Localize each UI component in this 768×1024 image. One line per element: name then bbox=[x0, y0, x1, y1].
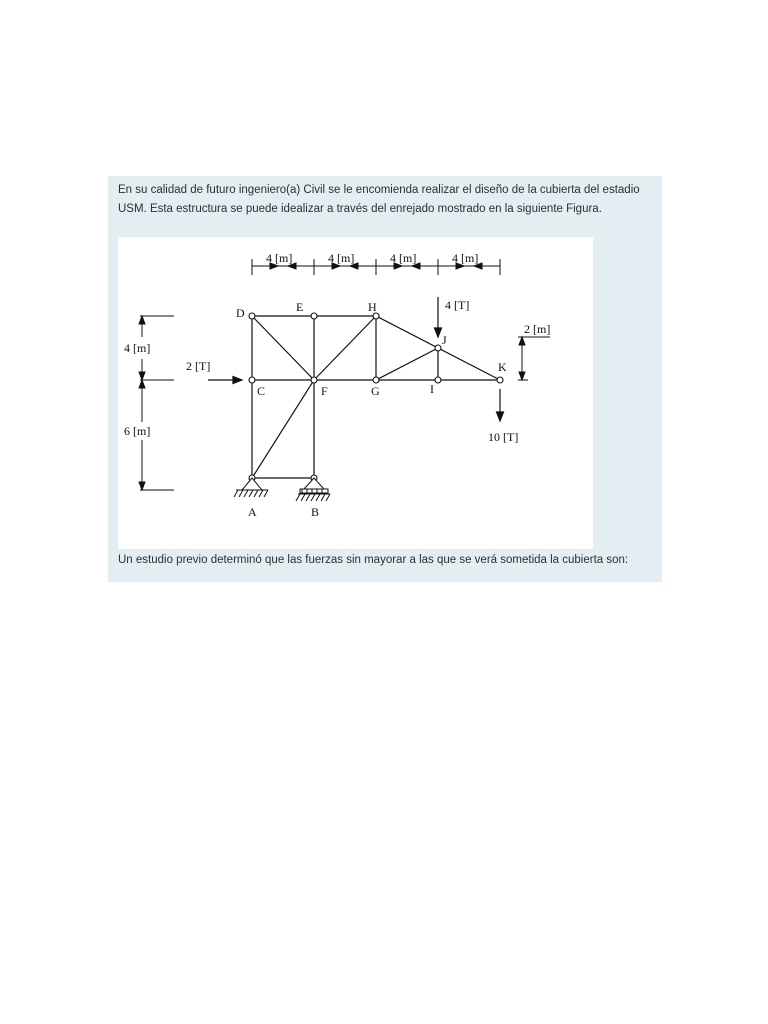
dim-label-4: 4 [m] bbox=[452, 251, 479, 265]
node-d bbox=[249, 313, 255, 319]
load-label-c: 2 [T] bbox=[186, 359, 211, 373]
dim-label-2: 4 [m] bbox=[328, 251, 355, 265]
dim-label-bottom: 6 [m] bbox=[124, 424, 151, 438]
load-label-j: 4 [T] bbox=[445, 298, 470, 312]
dim-label-right: 2 [m] bbox=[524, 322, 551, 336]
truss-figure bbox=[118, 237, 593, 549]
node-e bbox=[311, 313, 317, 319]
node-label-f: F bbox=[321, 384, 328, 398]
node-label-j: J bbox=[442, 333, 447, 347]
load-arrow-c bbox=[208, 377, 242, 384]
outro-paragraph: Un estudio previo determinó que las fuerzas sin mayorar a las que se verá sometida la cubierta son: bbox=[118, 554, 629, 566]
node-label-d: D bbox=[236, 306, 245, 320]
node-k bbox=[497, 377, 503, 383]
dim-label-1: 4 [m] bbox=[266, 251, 293, 265]
load-label-k: 10 [T] bbox=[488, 430, 519, 444]
right-dimension bbox=[518, 337, 550, 380]
node-label-i: I bbox=[430, 382, 434, 396]
node-label-g: G bbox=[371, 384, 380, 398]
node-c bbox=[249, 377, 255, 383]
dim-label-top: 4 [m] bbox=[124, 341, 151, 355]
dim-label-3: 4 [m] bbox=[390, 251, 417, 265]
node-label-k: K bbox=[498, 360, 507, 374]
node-label-e: E bbox=[296, 300, 304, 314]
node-i bbox=[435, 377, 441, 383]
load-arrow-j bbox=[435, 297, 442, 337]
node-f bbox=[311, 377, 317, 383]
node-j bbox=[435, 345, 441, 351]
node-label-h: H bbox=[368, 300, 377, 314]
intro-paragraph: En su calidad de futuro ingeniero(a) Civil se le encomienda realizar el diseño de la cubierta del estadio USM. Esta estructura se puede idealizar a través del enrejado mostrado en la siguiente Figura. bbox=[118, 184, 640, 215]
node-label-b: B bbox=[311, 505, 320, 519]
load-arrow-k bbox=[497, 389, 504, 421]
node-label-c: C bbox=[257, 384, 266, 398]
pin-support-a bbox=[234, 478, 268, 497]
node-label-a: A bbox=[248, 505, 257, 519]
roller-support-b bbox=[296, 478, 330, 501]
node-g bbox=[373, 377, 379, 383]
